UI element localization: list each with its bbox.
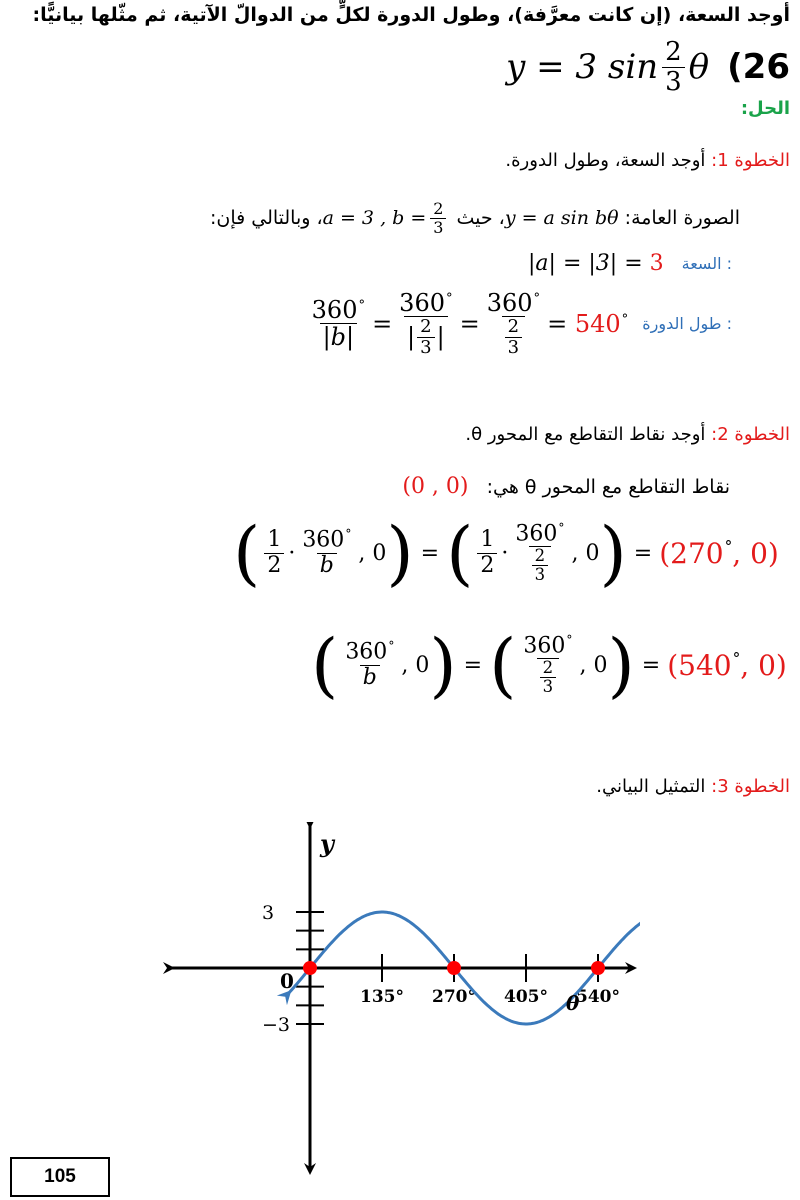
result1-value: 270 [670, 536, 724, 570]
b-fraction [430, 200, 446, 236]
problem-equation [506, 38, 790, 96]
amplitude-line [528, 251, 732, 276]
p-num-c: 360 [515, 520, 558, 546]
y-axis-label: y [320, 829, 334, 858]
origin-label: 0 [280, 969, 294, 993]
step2-heading [465, 424, 790, 445]
half-den-a: 2 [264, 553, 284, 578]
x-tick-label-0: 135° [360, 987, 404, 1007]
period-frac-c [512, 522, 567, 585]
period-den3-den: 3 [505, 337, 522, 358]
intercept-result-1: (270°, 0) [659, 536, 779, 570]
p-deg-e: ° [566, 632, 573, 647]
general-form: y = a sin bθ [504, 207, 619, 230]
pe-den: 3 [540, 677, 557, 696]
period-den2-den: 3 [417, 337, 434, 358]
period-num-2: 360 [399, 289, 445, 317]
period-frac-2: 360° | $\frac{2}{3}$ | [399, 289, 453, 359]
period-frac-d [342, 640, 397, 690]
ab-values [323, 200, 451, 236]
period-frac-e [520, 634, 575, 697]
step3-text: التمثيل البياني. [596, 776, 706, 797]
period-frac-b [299, 528, 354, 578]
y-tick-label-1: −3 [262, 1014, 291, 1036]
x-ticks [360, 954, 620, 1007]
step1-heading [505, 150, 790, 171]
half-den-c: 2 [477, 553, 497, 578]
intercept-point-0 [303, 961, 317, 975]
zero-a: 0 [372, 540, 387, 566]
amplitude-expr: |a| = |3| = [528, 251, 643, 276]
equation-variable: θ [688, 47, 710, 88]
general-form-prefix: الصورة العامة: [624, 207, 740, 230]
b-denominator: 3 [430, 218, 446, 237]
origin-point: (0 , 0) [402, 474, 469, 499]
p-den-d: b [360, 665, 380, 690]
half-frac-c [477, 528, 497, 577]
zero-d: 0 [415, 652, 430, 678]
zero-c: 0 [585, 540, 600, 566]
result2-deg: ° [732, 650, 741, 669]
exercise-instruction: أوجد السعة، (إن كانت معرَّفة)، وطول الدورة لكلٍّ من الدوالّ الآتية، ثم مثّلها بيانيًّا: [32, 4, 790, 26]
period-num-1: 360 [311, 296, 358, 325]
pe-num: 2 [542, 658, 554, 678]
amplitude-value: 3 [649, 251, 664, 276]
period-value [575, 310, 628, 338]
period-den3-num: 2 [507, 316, 520, 338]
period-frac-3 [484, 290, 543, 358]
zero-e: 0 [593, 652, 608, 678]
intercept-point-1 [447, 961, 461, 975]
solution-label: الحل: [740, 98, 790, 119]
period-num-3: 360 [486, 289, 533, 317]
step2-text: أوجد نقاط التقاطع مع المحور θ. [465, 424, 706, 445]
amplitude-label: السعة : [681, 254, 732, 273]
step3-heading [596, 776, 790, 797]
intercepts-line [402, 474, 730, 499]
period-degree: ° [621, 311, 629, 327]
p-den-b: b [317, 553, 337, 578]
sine-graph [160, 822, 640, 1182]
intercept-eq-2: ( $\frac{360^\circ}{b}$ , 0 ) = ( $\frac{360^\circ}{\frac{2}{3}}$ , 0 ) = (540°, 0) [311, 624, 787, 706]
intercept-eq-1: ( $\frac{1}{2}$ · $\frac{360^\circ}{b}$ , 0 ) = ( $\frac{1}{2}$ · $\frac{360^\circ}{\frac{2}{3}}$ , 0 ) = (270°, 0) [233, 512, 779, 594]
step2-label: الخطوة 2: [711, 424, 790, 445]
step3-label: الخطوة 3: [711, 776, 790, 797]
period-frac-1 [309, 297, 368, 351]
equation-lhs: y = 3 sin [506, 47, 659, 88]
b-numerator: 2 [433, 199, 444, 218]
intercept-point-2 [591, 961, 605, 975]
fraction-denominator: 3 [662, 67, 685, 97]
p-num-d: 360 [345, 639, 388, 665]
therefore-word: ، وبالتالي فإن: [209, 207, 323, 230]
page-number: 105 [10, 1157, 110, 1197]
period-den2-num: 2 [420, 316, 432, 338]
x-tick-label-3: 540° [576, 987, 620, 1007]
half-frac-a [264, 528, 284, 577]
ab-expr: a = 3 , b = [322, 207, 427, 230]
p-num-e: 360 [523, 632, 566, 658]
x-tick-label-1: 270° [432, 987, 476, 1007]
general-form-line [210, 200, 740, 236]
period-den-1: |b| [320, 323, 358, 350]
degree-2: ° [445, 291, 453, 306]
degree-1: ° [358, 298, 366, 314]
period-number: 540 [574, 309, 621, 338]
fraction-numerator: 2 [665, 37, 682, 67]
step1-label: الخطوة 1: [711, 150, 790, 171]
p-deg-b: ° [345, 527, 352, 542]
degree-3: ° [533, 291, 541, 306]
half-num-c: 1 [480, 527, 495, 553]
equation-fraction [662, 38, 685, 96]
intercepts-text: نقاط التقاطع مع المحور θ هي: [486, 475, 730, 498]
pc-num: 2 [534, 546, 546, 566]
problem-number: (26 [727, 47, 790, 88]
x-axis-label: θ [566, 991, 580, 1015]
step1-text: أوجد السعة، وطول الدورة. [505, 150, 706, 171]
y-tick-label-0: 3 [262, 902, 275, 924]
period-line: $\frac{360^\circ}{|b|}$ = 360° | $\frac{2}{3}$ | = $\frac{360^\circ}{\frac{2}{3}}$ = 540° طول الدورة : [305, 290, 732, 358]
x-tick-label-2: 405° [504, 987, 548, 1007]
result1-deg: ° [724, 538, 733, 557]
period-label: طول الدورة : [642, 314, 732, 334]
intercept-result-2: (540°, 0) [667, 648, 787, 682]
result2-value: 540 [678, 648, 732, 682]
p-num-b: 360 [302, 527, 345, 553]
p-deg-d: ° [388, 639, 395, 654]
where-word: ، حيث [456, 207, 505, 230]
p-deg-c: ° [558, 520, 565, 535]
half-num-a: 1 [267, 527, 282, 553]
pc-den: 3 [532, 565, 549, 584]
